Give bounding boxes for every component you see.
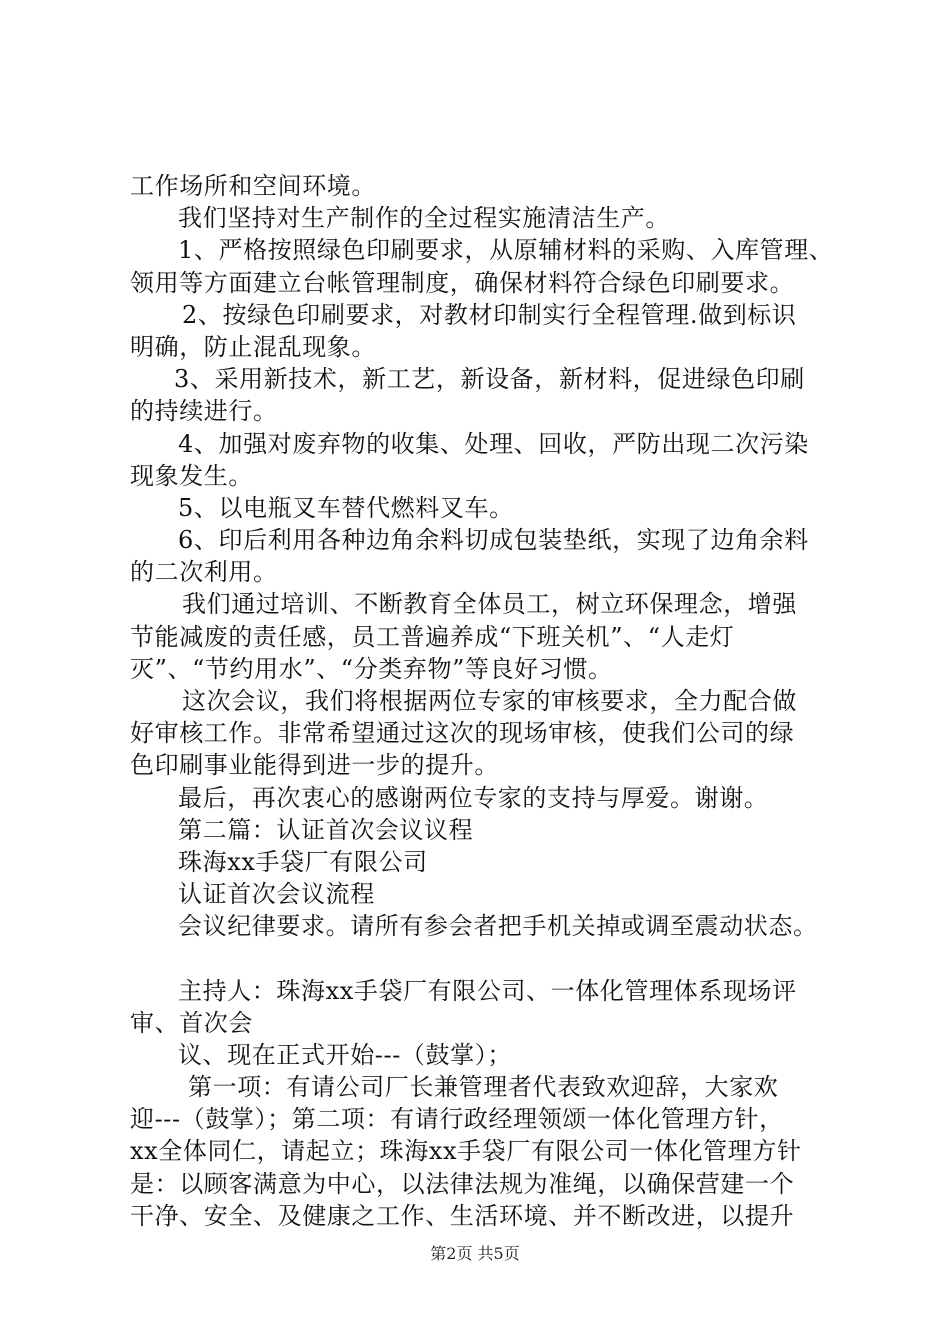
paragraph-line: 是：以顾客满意为中心，以法律法规为准绳，以确保营建一个: [130, 1169, 795, 1198]
paragraph-line: 5、以电瓶叉车替代燃料叉车。: [178, 493, 514, 522]
paragraph-line: 灭”、“节约用水”、“分类弃物”等良好习惯。: [130, 654, 613, 683]
company-name: 珠海xx手袋厂有限公司: [178, 847, 428, 876]
paragraph-line: 现象发生。: [130, 461, 253, 490]
paragraph-line: 明确，防止混乱现象。: [130, 332, 376, 361]
paragraph-line: 最后，再次衷心的感谢两位专家的支持与厚爱。谢谢。: [178, 783, 769, 812]
paragraph-line: 3、采用新技术，新工艺，新设备，新材料，促进绿色印刷: [174, 365, 805, 394]
paragraph-line: 主持人：珠海xx手袋厂有限公司、一体化管理体系现场评: [178, 976, 797, 1005]
paragraph-line: 1、严格按照绿色印刷要求，从原辅材料的采购、入库管理、: [178, 236, 834, 265]
procedure-title: 认证首次会议流程: [178, 880, 375, 909]
paragraph-line: 会议纪律要求。请所有参会者把手机关掉或调至震动状态。: [178, 912, 818, 941]
paragraph-line: 节能减废的责任感，员工普遍养成“下班关机”、“人走灯: [130, 622, 735, 651]
paragraph-line: xx全体同仁，请起立；珠海xx手袋厂有限公司一体化管理方针: [130, 1137, 802, 1166]
paragraph-line: 的二次利用。: [130, 558, 278, 587]
paragraph-line: 我们通过培训、不断教育全体员工，树立环保理念，增强: [182, 590, 797, 619]
paragraph-line: 色印刷事业能得到进一步的提升。: [130, 751, 499, 780]
blank-line: [130, 943, 850, 975]
document-body: [130, 170, 850, 1232]
paragraph-line: 这次会议，我们将根据两位专家的审核要求，全力配合做: [182, 687, 797, 715]
paragraph-line: 干净、安全、及健康之工作、生活环境、并不断改进，以提升: [130, 1201, 795, 1230]
paragraph-line: 议、现在正式开始---（鼓掌）；: [178, 1040, 512, 1069]
paragraph-line: 4、加强对废弃物的收集、处理、回收，严防出现二次污染: [178, 429, 809, 458]
paragraph-line: 领用等方面建立台帐管理制度，确保材料符合绿色印刷要求。: [130, 268, 795, 297]
paragraph-line: 6、印后利用各种边角余料切成包装垫纸，实现了边角余料: [178, 526, 809, 555]
section-heading: 第二篇：认证首次会议议程: [178, 815, 474, 844]
page-number-label: 第2页 共5页: [430, 1244, 520, 1263]
paragraph-line: 工作场所和空间环境。: [130, 172, 376, 200]
paragraph-line: 迎---（鼓掌）；第二项：有请行政经理领颂一体化管理方针，: [130, 1105, 784, 1134]
paragraph-line: 的持续进行。: [130, 397, 278, 426]
paragraph-line: 好审核工作。非常希望通过这次的现场审核，使我们公司的绿: [130, 719, 795, 748]
page-footer: [0, 1243, 950, 1265]
paragraph-line: 我们坚持对生产制作的全过程实施清洁生产。: [178, 204, 670, 233]
paragraph-line: 审、首次会: [130, 1008, 253, 1037]
paragraph-line: 2、按绿色印刷要求，对教材印制实行全程管理.做到标识: [182, 300, 797, 329]
paragraph-line: 第一项：有请公司厂长兼管理者代表致欢迎辞，大家欢: [188, 1073, 779, 1102]
